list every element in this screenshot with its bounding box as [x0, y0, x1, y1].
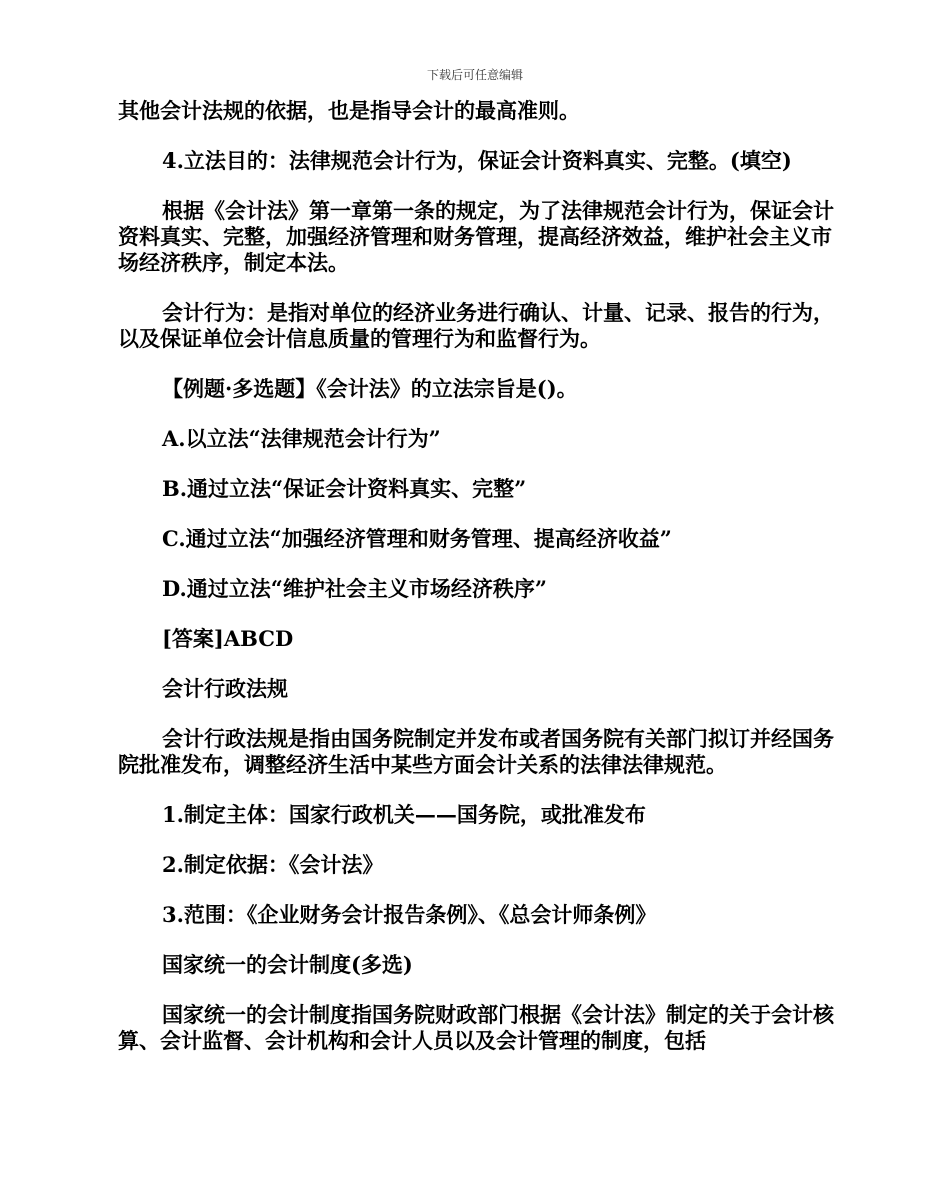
- paragraph: 根据《会计法》第一章第一条的规定，为了法律规范会计行为，保证会计资料真实、完整，加强经济管理和财务管理，提高经济效益，维护社会主义市场经济秩序，制定本法。: [118, 198, 834, 275]
- list-item: 2.制定依据：《会计法》: [162, 852, 384, 877]
- paragraph: 国家统一的会计制度指国务院财政部门根据《会计法》制定的关于会计核算、会计监督、会计机构和会计人员以及会计管理的制度，包括: [118, 1002, 834, 1053]
- paragraph: 4.立法目的：法律规范会计行为，保证会计资料真实、完整。(填空): [162, 148, 792, 173]
- example-question-heading: 【例题·多选题】《会计法》的立法宗旨是()。: [162, 376, 578, 401]
- paragraph: 其他会计法规的依据，也是指导会计的最高准则。: [118, 98, 580, 123]
- paragraph: 会计行为：是指对单位的经济业务进行确认、计量、记录、报告的行为，以及保证单位会计信息质量的管理行为和监督行为。: [118, 300, 834, 351]
- page-header: 下载后可任意编辑: [426, 68, 523, 82]
- section-heading: 国家统一的会计制度(多选): [162, 952, 413, 977]
- list-item: 3.范围：《企业财务会计报告条例》、《总会计师条例》: [162, 902, 657, 927]
- option-a: A.以立法“法律规范会计行为”: [162, 426, 441, 451]
- section-heading: 会计行政法规: [162, 676, 288, 701]
- option-c: C.通过立法“加强经济管理和财务管理、提高经济收益”: [162, 526, 672, 551]
- paragraph: 会计行政法规是指由国务院制定并发布或者国务院有关部门拟订并经国务院批准发布，调整经济生活中某些方面会计关系的法律法律规范。: [118, 726, 834, 777]
- list-item: 1.制定主体：国家行政机关——国务院，或批准发布: [162, 802, 646, 827]
- option-d: D.通过立法“维护社会主义市场经济秩序”: [162, 576, 547, 601]
- document-body: [118, 98, 834, 1078]
- answer-line: [答案]ABCD: [162, 626, 294, 651]
- option-b: B.通过立法“保证会计资料真实、完整”: [162, 476, 527, 501]
